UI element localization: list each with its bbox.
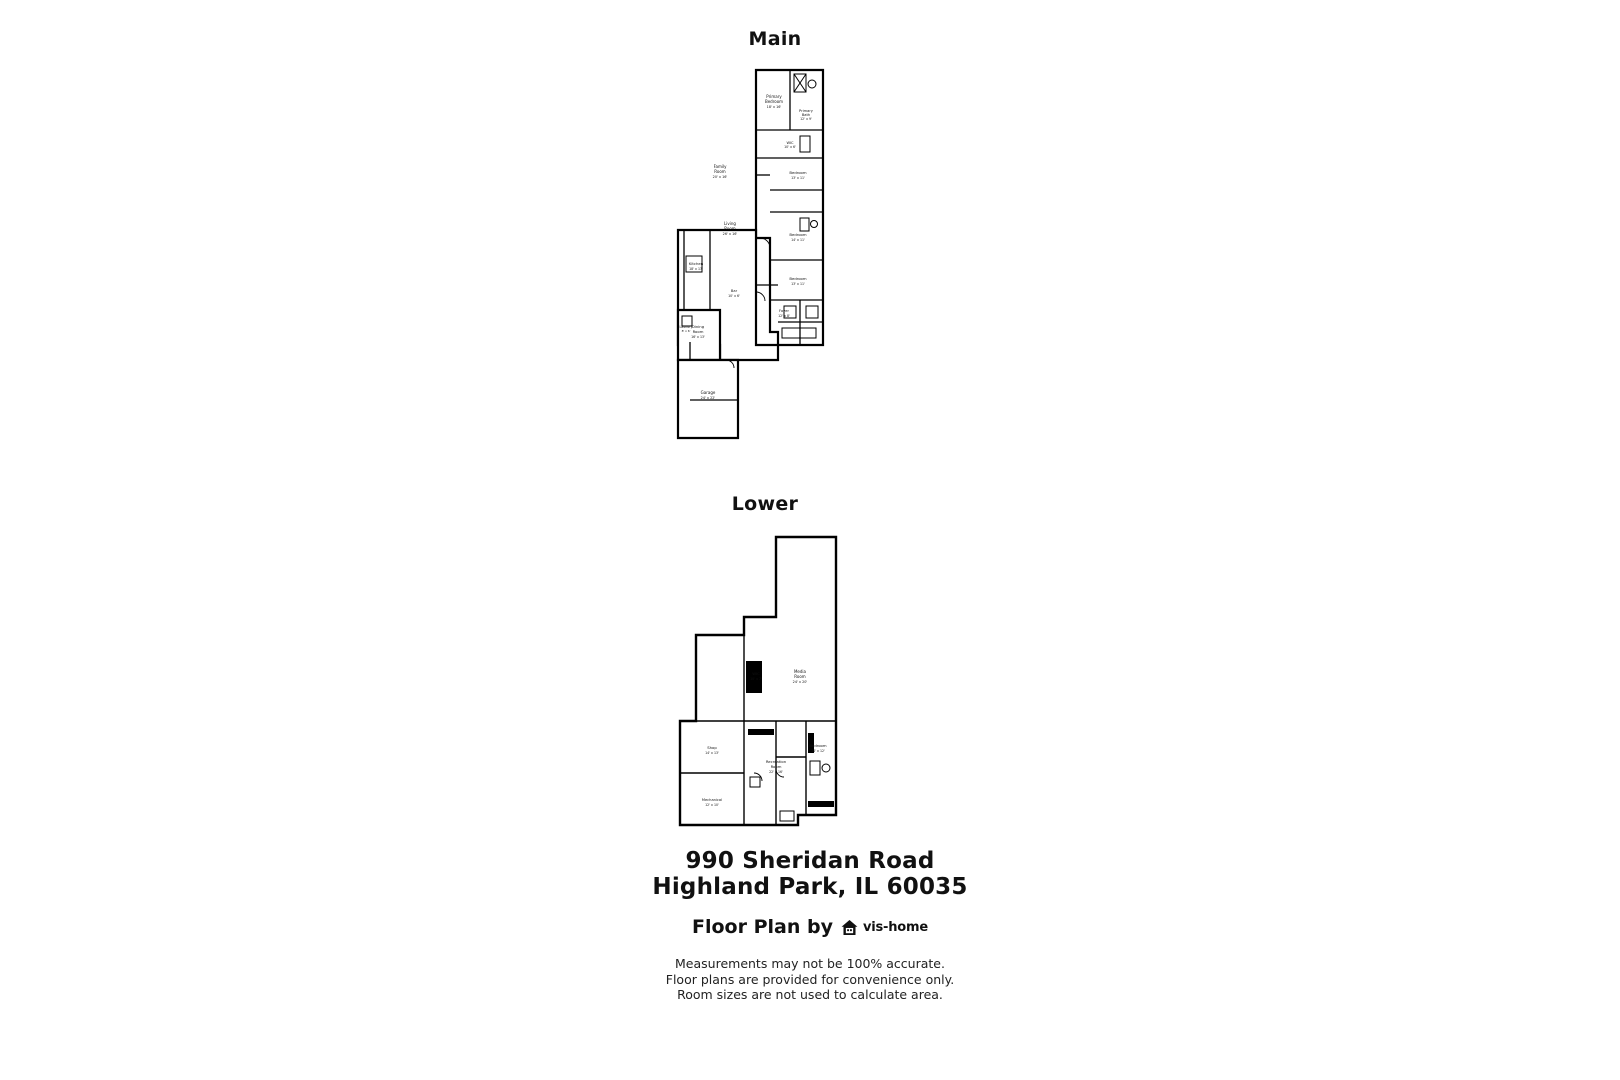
svg-text:Living: Living	[724, 221, 736, 226]
address-line-1: 990 Sheridan Road	[685, 848, 935, 874]
svg-text:Dining: Dining	[691, 324, 705, 329]
svg-text:Foyer: Foyer	[779, 309, 789, 313]
svg-text:10' x 6': 10' x 6'	[728, 294, 740, 298]
svg-text:20' x 16': 20' x 16'	[712, 175, 728, 179]
svg-text:26' x 16': 26' x 16'	[722, 232, 738, 236]
footer	[460, 848, 1160, 1003]
svg-text:10' x 7': 10' x 7'	[750, 677, 762, 681]
svg-text:Laundry: Laundry	[679, 325, 693, 329]
svg-text:Bedroom: Bedroom	[809, 743, 827, 748]
svg-text:WIC: WIC	[752, 671, 760, 676]
svg-text:10' x 6': 10' x 6'	[784, 145, 796, 149]
floor-plan-lower	[660, 525, 860, 845]
floor-title-main: Main	[748, 28, 802, 50]
svg-text:16' x 13': 16' x 13'	[691, 335, 705, 339]
disclaimer	[460, 956, 1160, 1003]
svg-text:Room: Room	[714, 169, 726, 174]
svg-text:Bedroom: Bedroom	[789, 232, 807, 237]
svg-text:Primary: Primary	[799, 109, 813, 113]
svg-text:WIC: WIC	[786, 141, 794, 145]
svg-text:18' x 16': 18' x 16'	[766, 105, 782, 109]
svg-text:Media: Media	[793, 669, 807, 674]
floor-title-lower: Lower	[731, 493, 799, 515]
svg-text:Room: Room	[692, 329, 704, 334]
disclaimer-line-2: Floor plans are provided for convenience only.	[665, 971, 955, 987]
svg-text:Bedroom: Bedroom	[789, 170, 807, 175]
svg-text:Primary: Primary	[766, 94, 782, 99]
address-line-2: Highland Park, IL 60035	[652, 874, 968, 900]
svg-text:Room: Room	[724, 226, 736, 231]
svg-text:Bedroom: Bedroom	[764, 99, 784, 104]
svg-text:Garage: Garage	[700, 390, 716, 395]
svg-text:14' x 13': 14' x 13'	[705, 751, 719, 755]
house-icon	[840, 918, 859, 937]
disclaimer-line-3: Room sizes are not used to calculate area.	[677, 987, 943, 1002]
disclaimer-line-1: Measurements may not be 100% accurate.	[675, 956, 945, 971]
floor-plan-main	[660, 60, 860, 460]
svg-text:12' x 8': 12' x 8'	[778, 314, 790, 318]
svg-text:12' x 9': 12' x 9'	[800, 117, 812, 121]
svg-text:Room: Room	[770, 764, 782, 769]
svg-text:12' x 10': 12' x 10'	[705, 803, 719, 807]
svg-text:Bedroom: Bedroom	[789, 276, 807, 281]
svg-text:24' x 22': 24' x 22'	[700, 396, 716, 400]
svg-text:13' x 11': 13' x 11'	[791, 282, 805, 286]
svg-text:13' x 11': 13' x 11'	[791, 176, 805, 180]
svg-text:Bath: Bath	[801, 113, 811, 117]
svg-text:Shop: Shop	[707, 745, 717, 750]
svg-text:Mechanical: Mechanical	[701, 798, 723, 802]
logo-text: vis-home	[862, 919, 928, 935]
svg-text:Recreation: Recreation	[765, 759, 787, 764]
svg-text:Family: Family	[713, 164, 727, 169]
byline-text: Floor Plan by	[692, 916, 833, 938]
svg-text:Kitchen: Kitchen	[688, 261, 704, 266]
svg-text:8' x 6': 8' x 6'	[681, 329, 691, 333]
svg-text:14' x 12': 14' x 12'	[811, 749, 825, 753]
svg-text:24' x 20': 24' x 20'	[792, 680, 808, 684]
vis-home-logo	[840, 918, 928, 937]
svg-text:14' x 11': 14' x 11'	[791, 238, 805, 242]
svg-text:18' x 13': 18' x 13'	[689, 267, 703, 271]
byline	[460, 916, 1160, 938]
svg-text:Room: Room	[794, 674, 806, 679]
svg-text:Bar: Bar	[730, 289, 738, 293]
svg-text:22' x 16': 22' x 16'	[769, 770, 783, 774]
